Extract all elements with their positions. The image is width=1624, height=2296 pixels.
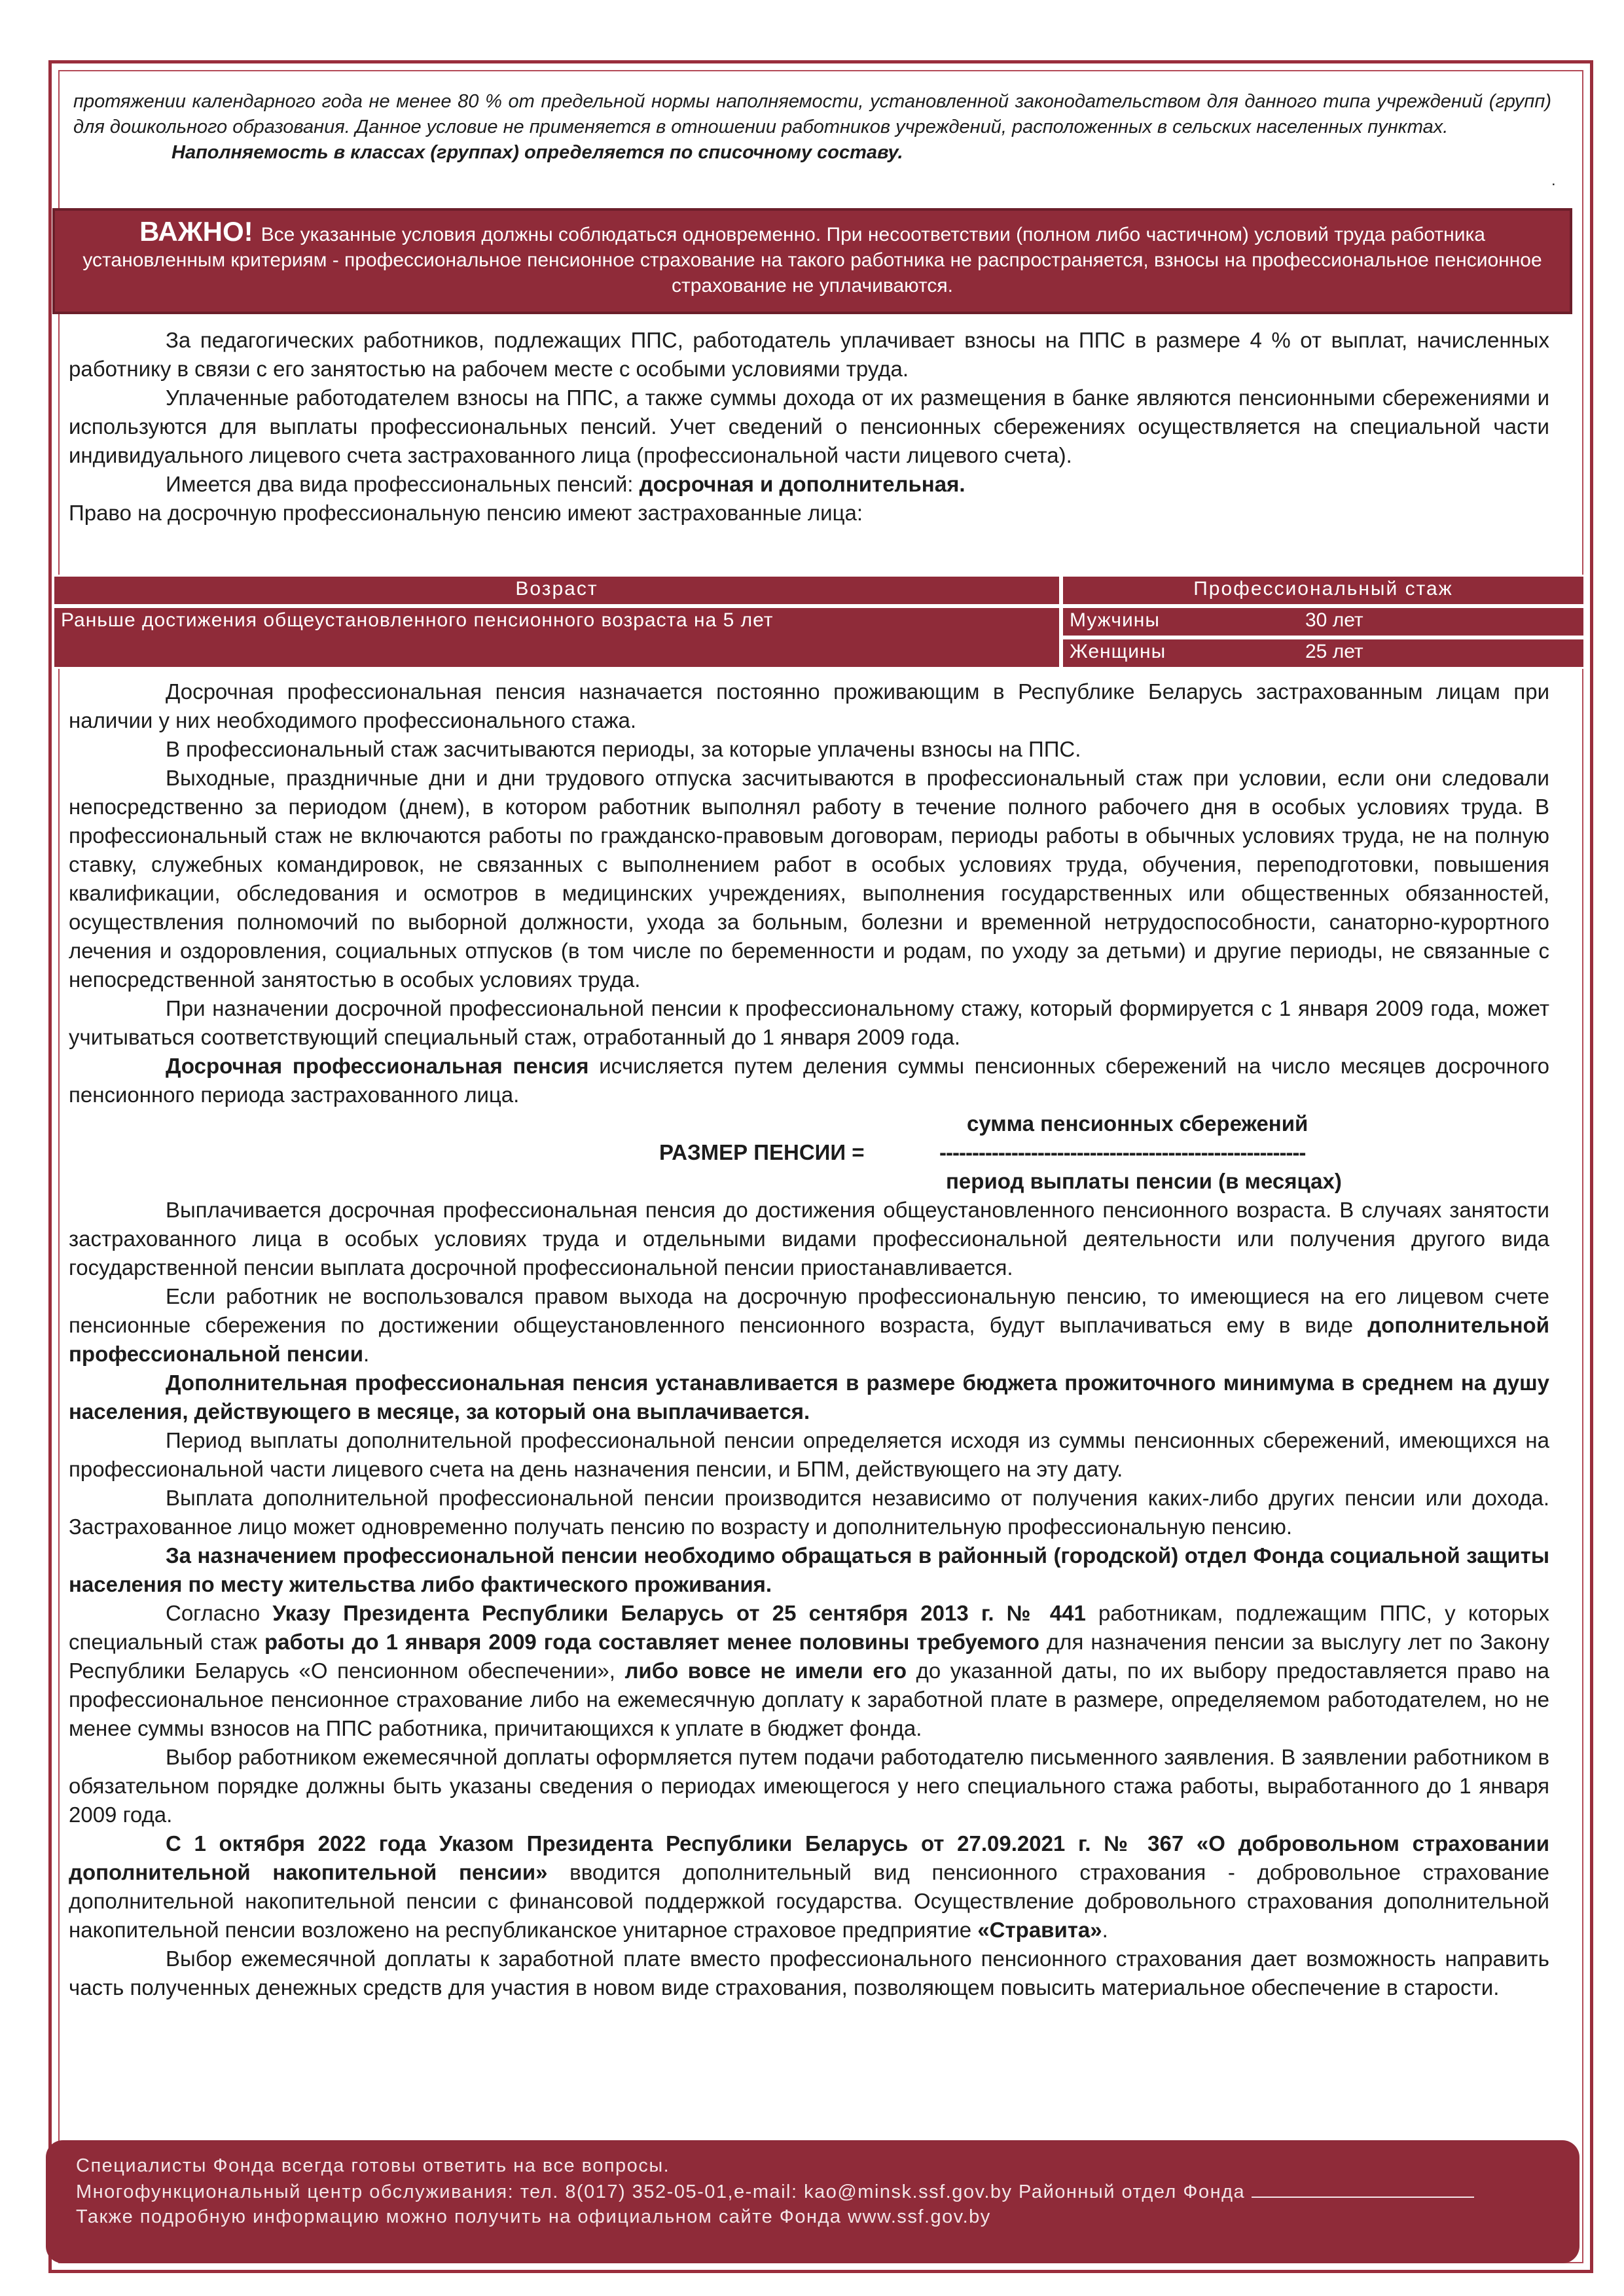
paragraph: Досрочная профессиональная пенсия назначается постоянно проживающим в Республике Беларусь застрахованным лицам при наличии у них необходимого профессионального стажа. bbox=[69, 679, 1549, 732]
paragraph: В профессиональный стаж засчитываются периоды, за которые уплачены взносы на ППС. bbox=[166, 737, 1081, 761]
contact-footer bbox=[46, 2140, 1579, 2263]
footer-line: Специалисты Фонда всегда готовы ответить на все вопросы. bbox=[76, 2155, 670, 2176]
formula-divider: -------------------------------------------------------- bbox=[939, 1140, 1306, 1164]
paragraph: Выплачивается досрочная профессиональная пенсия до достижения общеустановленного пенсионного возраста. В случаях занятости застрахованного лица в особых условиях труда и отдельными видами профессиональной деятельности или получения другого вида государственной пенсии выплата досрочной профессиональной пенсии приостанавливается. bbox=[69, 1198, 1549, 1280]
intro-bold-note: Наполняемость в классах (группах) определяется по списочному составу. bbox=[171, 142, 903, 163]
footer-line: Многофункциональный центр обслуживания: тел. 8(017) 352-05-01,e-mail: kao@minsk.ssf.gov.by Районный отдел Фонда bbox=[76, 2178, 1579, 2204]
important-banner bbox=[52, 208, 1572, 314]
men-row: Мужчины 30 лет bbox=[1061, 606, 1585, 637]
paragraph: Выбор ежемесячной доплаты к заработной плате вместо профессионального пенсионного страхования дает возможность направить часть полученных денежных средств для участия в новом виде страхования, позволяющем повысить материальное обеспечение в старости. bbox=[69, 1946, 1549, 2000]
paragraph: За педагогических работников, подлежащих ППС, работодатель уплачивает взносы на ППС в размере 4 % от выплат, начисленных работнику в связи с его занятостью на рабочем месте с особыми условиями труда. bbox=[69, 328, 1549, 381]
intro-paragraph: протяжении календарного года не менее 80 % от предельной нормы наполняемости, установленной законодательством для данного типа учреждений (групп) для дошкольного образования. Данное условие не применяется в отношении работников учреждений, расположенных в сельских населенных пунктах. bbox=[73, 91, 1551, 137]
important-text: Все указанные условия должны соблюдаться одновременно. При несоответствии (полном либо частичном) условий труда работника установленным критериям - профессиональное пенсионное страхование на такого работника не распространяется, взносы на профессиональное пенсионное страхование не уплачиваются. bbox=[82, 224, 1542, 296]
body-section-2 bbox=[69, 677, 1549, 2002]
paragraph: За назначением профессиональной пенсии необходимо обращаться в районный (городской) отдел Фонда социальной защиты населения по месту жительства либо фактического проживания. bbox=[69, 1543, 1549, 1596]
pension-table bbox=[52, 575, 1585, 669]
paragraph: Согласно Указу Президента Республики Беларусь от 25 сентября 2013 г. № 441 работникам, подлежащим ППС, у которых специальный стаж работы до 1 января 2009 года составляет менее половины требуемого для назначения пенсии за выслугу лет по Закону Республики Беларусь «О пенсионном обеспечении», либо вовсе не имели его до указанной даты, по их выбору предоставляется право на профессиональное пенсионное страхование либо на ежемесячную доплату к заработной плате в размере, определяемом работодателем, но не менее суммы взносов на ППС работника, причитающихся к уплате в бюджет фонда. bbox=[69, 1601, 1549, 1740]
paragraph: При назначении досрочной профессиональной пенсии к профессиональному стажу, который формируется с 1 января 2009 года, может учитываться соответствующий специальный стаж, отработанный до 1 января 2009 года. bbox=[69, 996, 1549, 1049]
age-cell: Раньше достижения общеустановленного пенсионного возраста на 5 лет bbox=[52, 606, 1061, 669]
paragraph: Если работник не воспользовался правом выхода на досрочную профессиональную пенсию, то имеющиеся на его лицевом счете пенсионные сбережения по достижении общеустановленного пенсионного возраста, будут выплачиваться ему в виде дополнительной профессиональной пенсии. bbox=[69, 1284, 1549, 1366]
pension-formula bbox=[69, 1109, 1549, 1196]
footer-line: Также подробную информацию можно получить на официальном сайте Фонда www.ssf.gov.by bbox=[76, 2206, 991, 2227]
paragraph: С 1 октября 2022 года Указом Президента Республики Беларусь от 27.09.2021 г. № 367 «О добровольном страховании дополнительной накопительной пенсии» вводится дополнительный вид пенсионного страхования - добровольное страхование дополнительной накопительной пенсии с финансовой поддержкой государства. Осуществление добровольного страхования дополнительной накопительной пенсии возложено на республиканское унитарное страховое предприятие «Стравита». bbox=[69, 1831, 1549, 1942]
stray-dot: . bbox=[1551, 171, 1556, 189]
paragraph: Выплата дополнительной профессиональной пенсии производится независимо от получения каких-либо других пенсии или дохода. Застрахованное лицо может одновременно получать пенсию по возрасту и дополнительную профессиональную пенсию. bbox=[69, 1486, 1549, 1539]
paragraph: Имеется два вида профессиональных пенсий: досрочная и дополнительная. bbox=[166, 472, 965, 496]
header-stage: Профессиональный стаж bbox=[1061, 575, 1585, 606]
paragraph: Дополнительная профессиональная пенсия устанавливается в размере бюджета прожиточного минимума в среднем на душу населения, действующего в месяце, за который она выплачивается. bbox=[69, 1371, 1549, 1424]
women-row: Женщины 25 лет bbox=[1061, 637, 1585, 669]
paragraph: Уплаченные работодателем взносы на ППС, а также суммы дохода от их размещения в банке являются пенсионными сбережениями и используются для выплаты профессиональных пенсий. Учет сведений о пенсионных сбережениях осуществляется на специальной части индивидуального лицевого счета застрахованного лица (профессиональной части лицевого счета). bbox=[69, 386, 1549, 467]
formula-denominator: период выплаты пенсии (в месяцах) bbox=[946, 1169, 1342, 1193]
important-lead: ВАЖНО! bbox=[139, 216, 253, 247]
formula-numerator: сумма пенсионных сбережений bbox=[967, 1111, 1308, 1136]
blank-field bbox=[1252, 2178, 1474, 2198]
intro-section bbox=[73, 89, 1551, 166]
paragraph: Досрочная профессиональная пенсия исчисляется путем деления суммы пенсионных сбережений на число месяцев досрочного пенсионного периода застрахованного лица. bbox=[69, 1054, 1549, 1107]
header-age: Возраст bbox=[52, 575, 1061, 606]
formula-label: РАЗМЕР ПЕНСИИ = bbox=[659, 1140, 865, 1164]
paragraph: Право на досрочную профессиональную пенсию имеют застрахованные лица: bbox=[69, 501, 863, 525]
paragraph: Выбор работником ежемесячной доплаты оформляется путем подачи работодателю письменного заявления. В заявлении работником в обязательном порядке должны быть указаны сведения о периодах имеющегося у него специального стажа работы, выработанного до 1 января 2009 года. bbox=[69, 1745, 1549, 1827]
paragraph: Выходные, праздничные дни и дни трудового отпуска засчитываются в профессиональный стаж при условии, если они следовали непосредственно за периодом (днем), в котором работник выполнял работу в течение полного рабочего дня в особых условиях труда. В профессиональный стаж не включаются работы по гражданско-правовым договорам, периоды работы в обычных условиях труда, не на полную ставку, служебных командировок, не связанных с выполнением работ в особых условиях труда, обучения, переподготовки, повышения квалификации, обследования и осмотров в медицинских учреждениях, выполнения государственных или общественных обязанностей, осуществления полномочий по выборной должности, ухода за больным, болезни и временной нетрудоспособности, санаторно-курортного лечения и оздоровления, социальных отпусков (в том числе по беременности и родам, по уходу за детьми) и другие периоды, не связанные с непосредственной занятостью в особых условиях труда. bbox=[69, 766, 1549, 992]
body-section-1 bbox=[69, 326, 1549, 528]
paragraph: Период выплаты дополнительной профессиональной пенсии определяется исходя из суммы пенсионных сбережений, имеющихся на профессиональной части лицевого счета на день назначения пенсии, и БПМ, действующего на эту дату. bbox=[69, 1428, 1549, 1481]
